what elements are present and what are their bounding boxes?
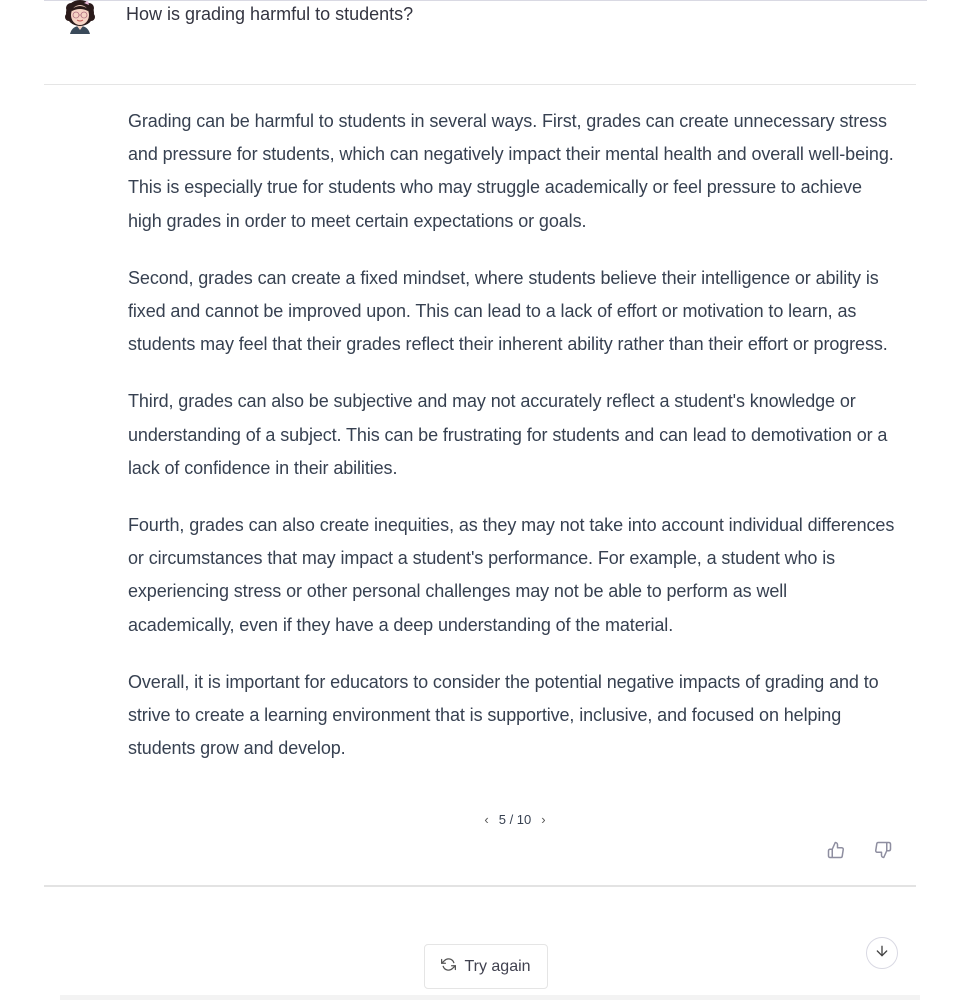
response-paragraph: Overall, it is important for educators to consider the potential negative impacts of grading and to strive to create a learning environment that is supportive, inclusive, and focused on helping students grow and develop. <box>128 671 879 759</box>
user-avatar <box>62 0 98 34</box>
scroll-to-bottom-button[interactable] <box>866 937 898 969</box>
arrow-down-icon <box>874 943 890 964</box>
try-again-button[interactable] <box>424 944 548 989</box>
response-paragraph: Second, grades can create a fixed mindset, where students believe their intelligence or ability is fixed and cannot be improved upon. This can lead to a lack of effort or motivation to learn, as students may feel that their grades reflect their inherent ability rather than their effort or progress. <box>128 267 888 355</box>
previous-response-button[interactable]: ‹ <box>484 811 489 827</box>
refresh-icon <box>441 957 456 977</box>
response-pager <box>470 808 560 830</box>
response-paragraph: Third, grades can also be subjective and may not accurately reflect a student's knowledge or understanding of a subject. This can be frustrating for students and can lead to demotivation or a lack of confidence in their abilities. <box>128 391 888 478</box>
response-paragraph: Grading can be harmful to students in several ways. First, grades can create unnecessary stress and pressure for students, which can negatively impact their mental health and overall well-being. This is especially true for students who may struggle academically or feel pressure to achieve high grades in order to meet certain expectations or goals. <box>128 111 894 231</box>
thumbs-up-button[interactable] <box>824 840 848 864</box>
message-divider <box>44 84 916 85</box>
response-divider <box>44 885 916 887</box>
thumbs-down-icon <box>874 841 892 864</box>
user-message-text: How is grading harmful to students? <box>126 4 414 24</box>
assistant-response <box>128 105 896 789</box>
thumbs-up-icon <box>827 841 845 864</box>
pager-label: 5 / 10 <box>498 811 532 827</box>
next-response-button[interactable]: › <box>541 811 546 827</box>
input-area-edge <box>60 995 920 1000</box>
user-message-row <box>0 0 969 85</box>
try-again-label: Try again <box>464 957 531 975</box>
response-paragraph: Fourth, grades can also create inequities, as they may not take into account individual differences or circumstances that may impact a student's performance. For example, a student who is experiencing stress or other personal challenges may not be able to perform as well academically, even if they have a deep understanding of the material. <box>128 515 895 635</box>
thumbs-down-button[interactable] <box>871 840 895 864</box>
